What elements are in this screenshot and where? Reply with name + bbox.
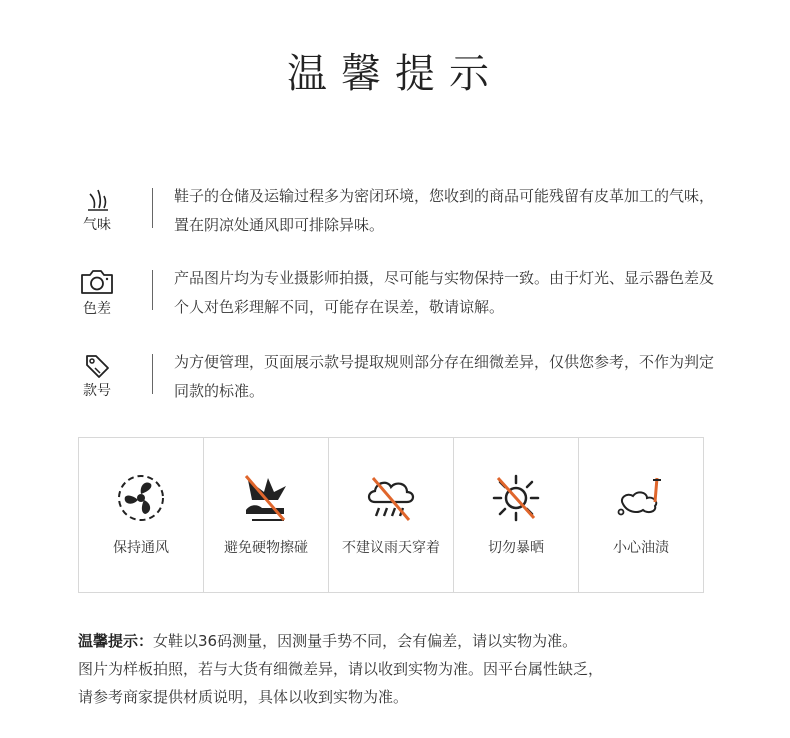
fan-icon	[113, 470, 169, 526]
tip-row-smell	[74, 186, 724, 256]
no-hard-object-icon	[238, 470, 294, 526]
care-icon-grid	[78, 437, 704, 593]
tip-divider	[152, 354, 153, 394]
tip-divider	[152, 270, 153, 310]
page-title: 温馨提示	[287, 51, 503, 97]
care-label: 不建议雨天穿着	[342, 540, 440, 556]
tag-icon	[82, 352, 112, 378]
care-cell-ventilation	[79, 438, 204, 592]
notes-line-3: 请参考商家提供材质说明，具体以收到实物为准。	[78, 688, 409, 706]
care-label: 小心油渍	[613, 540, 669, 556]
tip-text: 产品图片均为专业摄影师拍摄，尽可能与实物保持一致。由于灯光、显示器色差及个人对色彩理解不同，可能存在误差，敬请谅解。	[174, 269, 715, 316]
care-cell-no-rain	[329, 438, 454, 592]
notes-line-2: 图片为样板拍照，若与大货有细微差异，请以收到实物为准。因平台属性缺乏，	[78, 660, 604, 678]
care-cell-oil-stain	[579, 438, 703, 592]
care-label: 切勿暴晒	[488, 540, 544, 556]
notes	[78, 627, 718, 711]
tip-icon-box	[74, 352, 120, 400]
tip-row-style-number	[74, 352, 724, 422]
tip-label: 色差	[83, 301, 111, 317]
no-rain-icon	[363, 470, 419, 526]
tip-label: 款号	[83, 383, 111, 399]
care-cell-avoid-hard	[204, 438, 329, 592]
notes-line-1	[78, 627, 718, 655]
tip-row-color	[74, 268, 724, 338]
oil-stain-icon	[613, 470, 669, 526]
care-label: 保持通风	[113, 540, 169, 556]
care-cell-no-sun	[454, 438, 579, 592]
tip-icon-box	[74, 268, 120, 318]
tip-icon-box	[74, 186, 120, 234]
tip-label: 气味	[83, 217, 111, 233]
tip-text: 为方便管理，页面展示款号提取规则部分存在细微差异，仅供您参考，不作为判定同款的标准。	[174, 353, 715, 400]
smell-icon	[82, 186, 112, 212]
tip-divider	[152, 188, 153, 228]
care-label: 避免硬物擦碰	[224, 540, 308, 556]
no-sun-icon	[488, 470, 544, 526]
camera-icon	[79, 268, 115, 296]
tip-text: 鞋子的仓储及运输过程多为密闭环境，您收到的商品可能残留有皮革加工的气味，置在阴凉处通风即可排除异味。	[174, 187, 715, 234]
notes-lead: 温馨提示：	[78, 632, 154, 650]
notes-text: 女鞋以36码测量，因测量手势不同，会有偏差，请以实物为准。	[153, 632, 578, 650]
